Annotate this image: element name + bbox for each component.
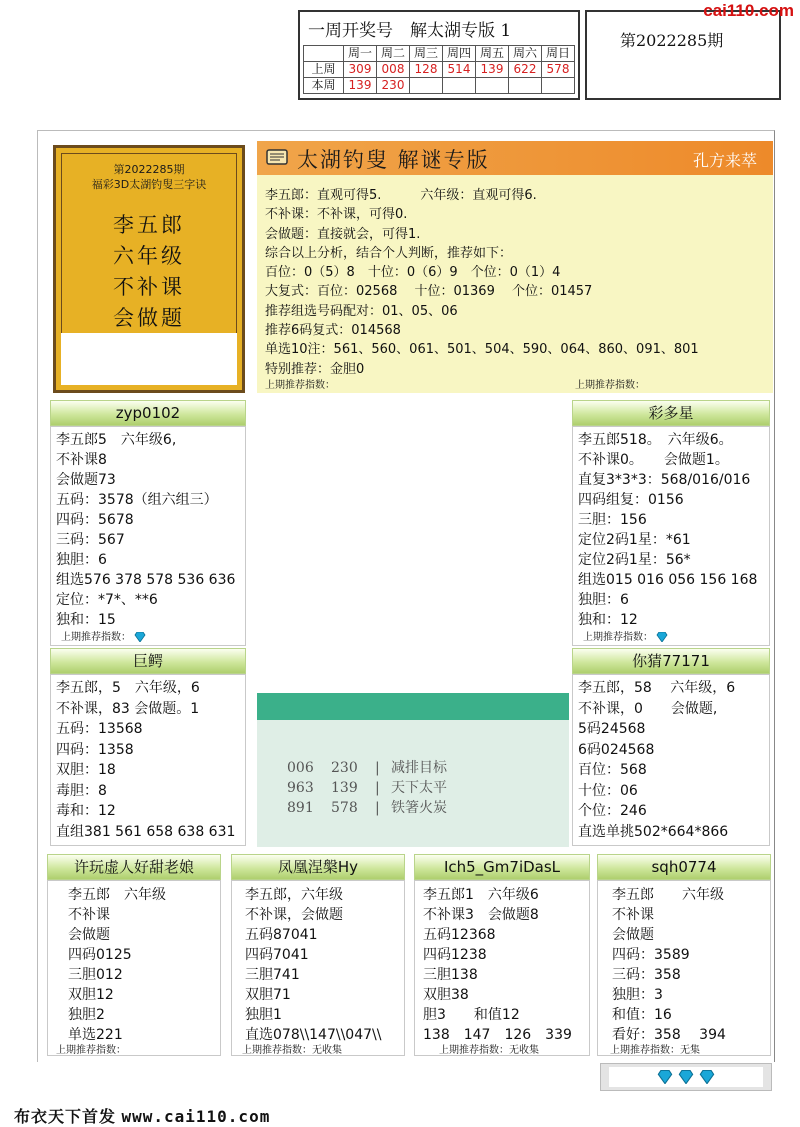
formula-box — [53, 145, 245, 393]
card-line: 李五郎，六年级 — [245, 887, 343, 903]
diamond-icon — [134, 632, 146, 642]
site-logo[interactable]: cai110.com — [703, 1, 794, 20]
card-line: 不补课3 会做题8 — [423, 907, 539, 923]
card-lines — [56, 430, 235, 630]
card-line: 138 147 126 339 — [423, 1027, 572, 1043]
day-header: 周三 — [410, 46, 443, 62]
card-line: 直复3*3*3：568/016/016 — [578, 472, 751, 488]
prev-rating-label: 上期推荐指数： — [56, 1045, 126, 1056]
day-header: 周日 — [542, 46, 575, 62]
card-line: 会做题 — [612, 927, 654, 943]
draw-number: 139 — [476, 62, 509, 78]
riddle-row — [287, 798, 447, 818]
card-line: 个位：246 — [578, 803, 647, 819]
day-header: 周四 — [443, 46, 476, 62]
card-line: 定位2码1星：*61 — [578, 532, 691, 548]
card-lines — [68, 885, 166, 1045]
puzzle-line: 单选10注：561、560、061、501、504、590、064、860、091、801 — [265, 342, 699, 358]
prev-rating-label: 上期推荐指数： — [265, 380, 335, 391]
card-line: 四码：3589 — [612, 947, 690, 963]
puzzle-line: 大复式：百位：02568 十位：01369 个位：01457 — [265, 284, 593, 300]
puzzle-line: 特别推荐：金胆0 — [265, 361, 365, 377]
draw-number — [509, 78, 542, 94]
riddle-separator: | — [375, 780, 380, 796]
puzzle-line: 百位：0（5）8 十位：0（6）9 个位：0（1）4 — [265, 265, 561, 281]
scroll-icon — [265, 147, 289, 167]
card-lines — [578, 678, 735, 842]
card-line: 5码24568 — [578, 721, 646, 737]
formula-subtitle: 福彩3D太湖钓叟三字诀 — [91, 178, 207, 191]
issue-number-panel — [585, 10, 781, 100]
weekly-draw-table — [303, 45, 575, 94]
riddle-number: 963 — [287, 780, 314, 796]
formula-line: 李五郎 — [113, 213, 185, 237]
card-line: 十位：06 — [578, 782, 638, 799]
card-line: 独胆：6 — [578, 592, 629, 608]
card-line: 和值：16 — [612, 1007, 672, 1023]
table-cell-corner — [304, 46, 344, 62]
card-bottom-3 — [414, 880, 590, 1056]
card-line: 不补课，83 会做题。1 — [56, 700, 200, 717]
card-line: 组选576 378 578 536 636 — [56, 572, 236, 588]
card-line: 毒胆：8 — [56, 782, 107, 799]
card-line: 李五郎 六年级 — [612, 887, 724, 903]
formula-issue: 第2022285期 — [113, 163, 185, 176]
draw-number — [476, 78, 509, 94]
prev-rating-label: 上期推荐指数： — [575, 380, 645, 391]
card-line: 李五郎，5 六年级，6 — [56, 680, 200, 696]
riddle-row — [287, 778, 447, 798]
table-row — [304, 62, 575, 78]
puzzle-line: 综合以上分析，结合个人判断，推荐如下： — [265, 245, 513, 261]
card-header-bottom-1: 许玩虚人好甜老娘 — [47, 854, 221, 880]
day-header: 周二 — [377, 46, 410, 62]
prev-rating-label: 上期推荐指数：无收集 — [242, 1045, 342, 1056]
card-line: 百位：568 — [578, 762, 647, 778]
card-line: 三胆741 — [245, 967, 300, 983]
diamond-icon — [657, 1070, 673, 1084]
draw-number — [542, 78, 575, 94]
footer-text: 布衣天下首发 — [14, 1109, 117, 1126]
riddle-text: 天下太平 — [391, 780, 447, 796]
card-line: 定位：*7*、**6 — [56, 592, 158, 608]
card-line: 四码：1358 — [56, 741, 134, 758]
draw-number: 309 — [344, 62, 377, 78]
card-line: 三码：567 — [56, 532, 125, 548]
card-line: 五码87041 — [245, 927, 318, 943]
prev-rating — [61, 628, 146, 643]
weekly-draw-title: 一周开奖号 解太湖专版 1 — [308, 21, 512, 41]
card-line: 独和：12 — [578, 612, 638, 628]
card-line: 三胆138 — [423, 967, 478, 983]
card-line: 李五郎 六年级 — [68, 887, 166, 903]
mid-banner — [257, 693, 569, 720]
riddle-number: 139 — [331, 780, 358, 796]
table-row — [304, 46, 575, 62]
card-line: 四码：5678 — [56, 512, 134, 528]
card-line: 四码1238 — [423, 947, 487, 963]
card-lines — [578, 430, 757, 630]
draw-number: 514 — [443, 62, 476, 78]
card-lines — [423, 885, 572, 1045]
card-header-jue: 巨鳄 — [50, 648, 246, 674]
card-line: 李五郎，58 六年级，6 — [578, 680, 736, 696]
puzzle-lines — [265, 186, 699, 379]
diamond-icon — [699, 1070, 715, 1084]
draw-number: 008 — [377, 62, 410, 78]
footer-url[interactable]: www.cai110.com — [121, 1107, 271, 1126]
puzzle-line: 不补课：不补课，可得0. — [265, 207, 408, 223]
footer — [14, 1104, 270, 1127]
puzzle-line: 推荐组选号码配对：01、05、06 — [265, 303, 458, 319]
riddle-number: 578 — [331, 800, 358, 816]
card-header-zyp0102: zyp0102 — [50, 400, 246, 426]
card-line: 毒和：12 — [56, 803, 116, 819]
card-line: 独胆2 — [68, 1007, 105, 1023]
riddle-number: 006 — [287, 760, 314, 776]
draw-number: 578 — [542, 62, 575, 78]
day-header: 周六 — [509, 46, 542, 62]
rating-gems — [609, 1067, 763, 1087]
card-line: 独和：15 — [56, 612, 116, 628]
card-line: 双胆12 — [68, 987, 114, 1003]
card-header-bottom-3: Ich5_Gm7iDasL — [414, 854, 590, 880]
puzzle-author: 孔方来萃 — [692, 151, 757, 170]
puzzle-line: 推荐6码复式：014568 — [265, 323, 401, 339]
card-line: 会做题 — [68, 927, 110, 943]
formula-heading — [62, 162, 236, 192]
card-line: 直选单挑502*664*866 — [578, 823, 729, 840]
puzzle-title: 太湖钓叟 解谜专版 — [297, 148, 490, 172]
card-line: 看好：358 394 — [612, 1027, 726, 1043]
issue-number: 第2022285期 — [620, 31, 724, 50]
card-line: 不补课8 — [56, 452, 107, 468]
card-line: 直选078\\147\\047\\ — [245, 1027, 382, 1043]
formula-line: 六年级 — [113, 244, 185, 268]
card-zyp0102 — [50, 426, 246, 646]
card-line: 6码024568 — [578, 741, 655, 758]
card-line: 不补课 — [612, 907, 654, 923]
weekly-draw-panel — [298, 10, 580, 100]
card-line: 直组381 561 658 638 631 — [56, 823, 236, 840]
puzzle-header — [257, 141, 773, 175]
card-line: 李五郎518。 六年级6。 — [578, 432, 733, 448]
card-line: 五码：13568 — [56, 721, 143, 737]
card-line: 不补课 — [68, 907, 110, 923]
card-line: 独胆：6 — [56, 552, 107, 568]
prev-rating-label: 上期推荐指数： — [61, 632, 131, 643]
card-lines — [56, 678, 235, 842]
table-row — [304, 78, 575, 94]
prev-rating — [583, 628, 668, 643]
draw-number — [443, 78, 476, 94]
riddle-text: 减排目标 — [391, 760, 447, 776]
puzzle-line: 李五郎：直观可得5. 六年级：直观可得6. — [265, 188, 537, 203]
card-line: 定位2码1星：56* — [578, 552, 691, 568]
card-lines — [612, 885, 726, 1045]
draw-number: 622 — [509, 62, 542, 78]
card-line: 四码组复：0156 — [578, 492, 684, 508]
card-line: 不补课，0 会做题, — [578, 700, 718, 717]
prev-rating-label: 上期推荐指数： — [583, 632, 653, 643]
draw-number: 139 — [344, 78, 377, 94]
prev-rating-label: 上期推荐指数：无集 — [610, 1045, 700, 1056]
card-line: 会做题73 — [56, 472, 116, 488]
card-bottom-2 — [231, 880, 405, 1056]
card-line: 单选221 — [68, 1027, 123, 1043]
formula-line: 会做题 — [113, 306, 185, 330]
card-line: 双胆：18 — [56, 762, 116, 778]
riddle-separator: | — [375, 800, 380, 816]
draw-number: 128 — [410, 62, 443, 78]
prev-rating-label: 上期推荐指数：无收集 — [439, 1045, 539, 1056]
card-line: 组选015 016 056 156 168 — [578, 572, 758, 588]
card-caiduoxing — [572, 426, 770, 646]
riddle-number: 230 — [331, 760, 358, 776]
card-line: 独胆：3 — [612, 987, 663, 1003]
mid-riddle-panel — [257, 720, 569, 847]
card-line: 三胆：156 — [578, 512, 647, 528]
card-line: 胆3 和值12 — [423, 1007, 520, 1023]
card-line: 五码：3578（组六组三） — [56, 492, 218, 508]
day-header: 周五 — [476, 46, 509, 62]
card-line: 三胆012 — [68, 967, 123, 983]
card-nicai — [572, 674, 770, 846]
card-jue — [50, 674, 246, 846]
card-line: 双胆38 — [423, 987, 469, 1003]
card-line: 不补课，会做题 — [245, 907, 343, 923]
card-line: 双胆71 — [245, 987, 291, 1003]
card-header-nicai: 你猜77171 — [572, 648, 770, 674]
riddle-text: 铁箸火炭 — [391, 800, 447, 816]
card-line: 四码0125 — [68, 947, 132, 963]
riddle-row — [287, 758, 447, 778]
card-line: 不补课0。 会做题1。 — [578, 452, 729, 468]
riddle-number: 891 — [287, 800, 314, 816]
card-header-bottom-2: 凤凰涅槃Hy — [231, 854, 405, 880]
row-label: 本周 — [304, 78, 344, 94]
riddle-separator: | — [375, 760, 380, 776]
card-line: 三码：358 — [612, 967, 681, 983]
draw-number — [410, 78, 443, 94]
card-line: 独胆1 — [245, 1007, 282, 1023]
puzzle-body — [257, 175, 773, 393]
card-bottom-4 — [597, 880, 771, 1056]
formula-blank-area — [61, 333, 237, 385]
rating-gem-bar — [600, 1063, 772, 1091]
row-label: 上周 — [304, 62, 344, 78]
card-bottom-1 — [47, 880, 221, 1056]
card-lines — [245, 885, 381, 1045]
diamond-icon — [678, 1070, 694, 1084]
day-header: 周一 — [344, 46, 377, 62]
riddle-rows — [287, 758, 447, 818]
card-line: 李五郎1 六年级6 — [423, 887, 539, 903]
card-line: 四码7041 — [245, 947, 309, 963]
draw-number: 230 — [377, 78, 410, 94]
card-line: 五码12368 — [423, 927, 496, 943]
card-line: 李五郎5 六年级6, — [56, 432, 177, 448]
diamond-icon — [656, 632, 668, 642]
puzzle-line: 会做题：直接就会，可得1. — [265, 226, 421, 242]
formula-line: 不补课 — [113, 275, 185, 299]
card-header-bottom-4: sqh0774 — [597, 854, 771, 880]
card-header-caiduoxing: 彩多星 — [572, 400, 770, 426]
